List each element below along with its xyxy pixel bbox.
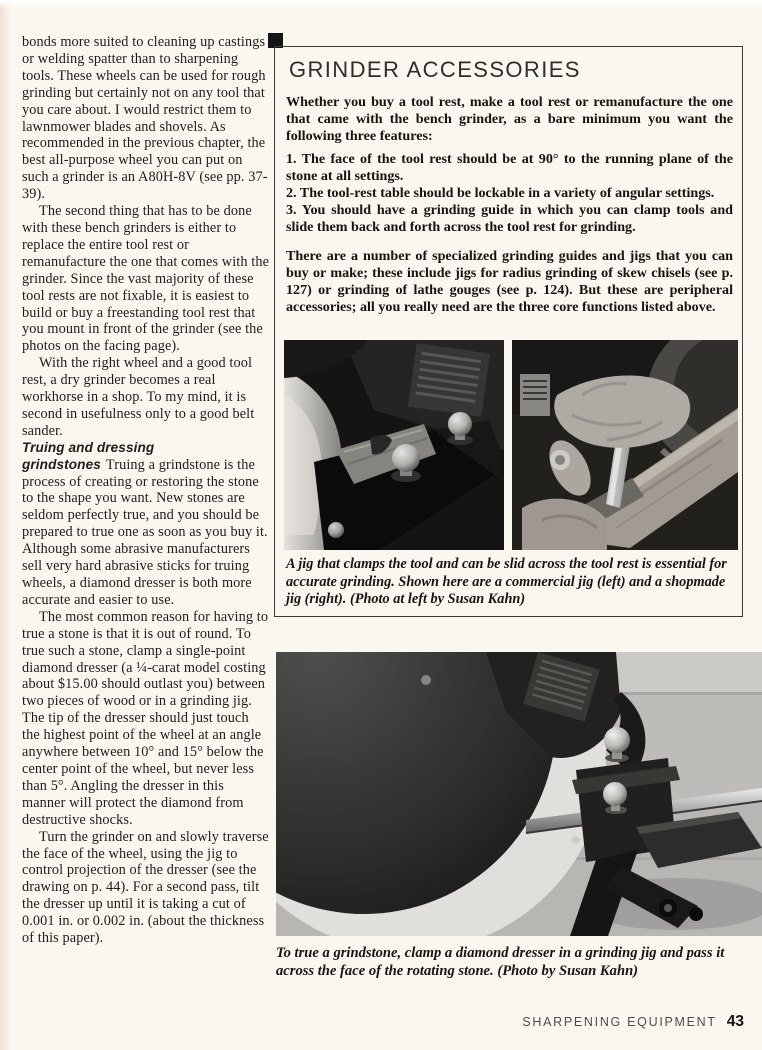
sidebar-list-item: 2. The tool-rest table should be lockable in a variety of angular settings. — [286, 185, 715, 201]
footer-page-number: 43 — [726, 1013, 744, 1030]
page-edge-shading-left — [0, 0, 12, 1050]
page-edge-shading-top — [0, 0, 762, 9]
photo-commercial-jig-image — [284, 340, 504, 550]
sidebar-list-item: 3. You should have a grinding guide in which you can clamp tools and slide them back and forth across the tool rest for grinding. — [286, 202, 733, 235]
photo-truing-grindstone-image — [276, 652, 762, 936]
body-text-column — [22, 34, 270, 947]
sidebar-intro: Whether you buy a tool rest, make a tool rest or remanufacture the one that came with the bench grinder, as a bare minimum you want the following three features: — [286, 94, 733, 144]
body-paragraph-with-runin-heading — [22, 440, 270, 609]
sidebar-box-title: GRINDER ACCESSORIES — [289, 57, 581, 82]
sidebar-box-text — [286, 94, 733, 316]
photo-shopmade-jig-image — [512, 340, 738, 550]
sidebar-closing: There are a number of specialized grinding guides and jigs that you can buy or make; these include jigs for radius grinding of skew chisels (see p. 127) or grinding of lathe gouges (see p. 124). But these are peripheral accessories; all you really need are the three core functions listed above. — [286, 248, 733, 315]
sidebar-list-item: 1. The face of the tool rest should be at 90° to the running plane of the stone at all settings. — [286, 151, 733, 184]
footer-section-label: SHARPENING EQUIPMENT — [522, 1015, 717, 1029]
body-paragraph: The most common reason for having to true a stone is that it is out of round. To true such a stone, clamp a single-point diamond dresser (a ¼-carat model costing about $15.00 should outlast you) between two pieces of wood or in a grinding jig. The tip of the dresser should just touch the highest point of the wheel at an angle anywhere between 10° and 15° below the center point of the wheel, but never less than 5°. Angling the dresser in this manner will protect the diamond from destructive shocks. — [22, 608, 269, 828]
photo-shopmade-jig — [512, 340, 738, 550]
photo-commercial-jig — [284, 340, 504, 550]
body-text: Truing a grindstone is the process of creating or restoring the stone to the shape you want. New stones are seldom perfectly true, and you should be prepared to true one as soon as you buy it. Although some abrasive manufacturers sell very hard abrasive sticks for truing wheels, a diamond dresser is both more accurate and easier to use. — [22, 456, 268, 608]
photo-truing-grindstone — [276, 652, 762, 936]
bottom-photo-caption: To true a grindstone, clamp a diamond dresser in a grinding jig and pass it across the face of the rotating stone. (Photo by Susan Kahn) — [276, 945, 725, 980]
body-paragraph: bonds more suited to cleaning up castings or welding spatter than to sharpening tools. These wheels can be used for rough grinding but certainly not on any tool that you care about. I would restrict them to lawnmower blades and shovels. As recommended in the previous chapter, the best all-purpose wheel you can put on such a grinder is an A80H-8V (see pp. 37-39). — [22, 34, 268, 203]
body-paragraph: Turn the grinder on and slowly traverse the face of the wheel, using the jig to control projection of the dresser (see the drawing on p. 44). For a second pass, tilt the dresser up until it is taking a cut of 0.001 in. or 0.002 in. (about the thickness of this paper). — [22, 828, 269, 947]
runin-subheading: Truing and dressing grindstones — [22, 439, 155, 472]
body-paragraph: With the right wheel and a good tool rest, a dry grinder becomes a real workhorse in a shop. To my mind, it is second in usefulness only to a good belt sander. — [22, 355, 255, 439]
page-footer — [522, 1013, 744, 1031]
sidebar-photo-caption: A jig that clamps the tool and can be slid across the tool rest is essential for accurate grinding. Shown here are a commercial jig (left) and a shopmade jig (right). (Photo at left by Susan Kahn) — [286, 556, 727, 608]
body-paragraph: The second thing that has to be done with these bench grinders is either to replace the entire tool rest or remanufacture the one that comes with the grinder. Since the vast majority of these tool rests are not fixable, it is easiest to build or buy a freestanding tool rest that you mount in front of the grinder (see the photos on the facing page). — [22, 203, 270, 355]
